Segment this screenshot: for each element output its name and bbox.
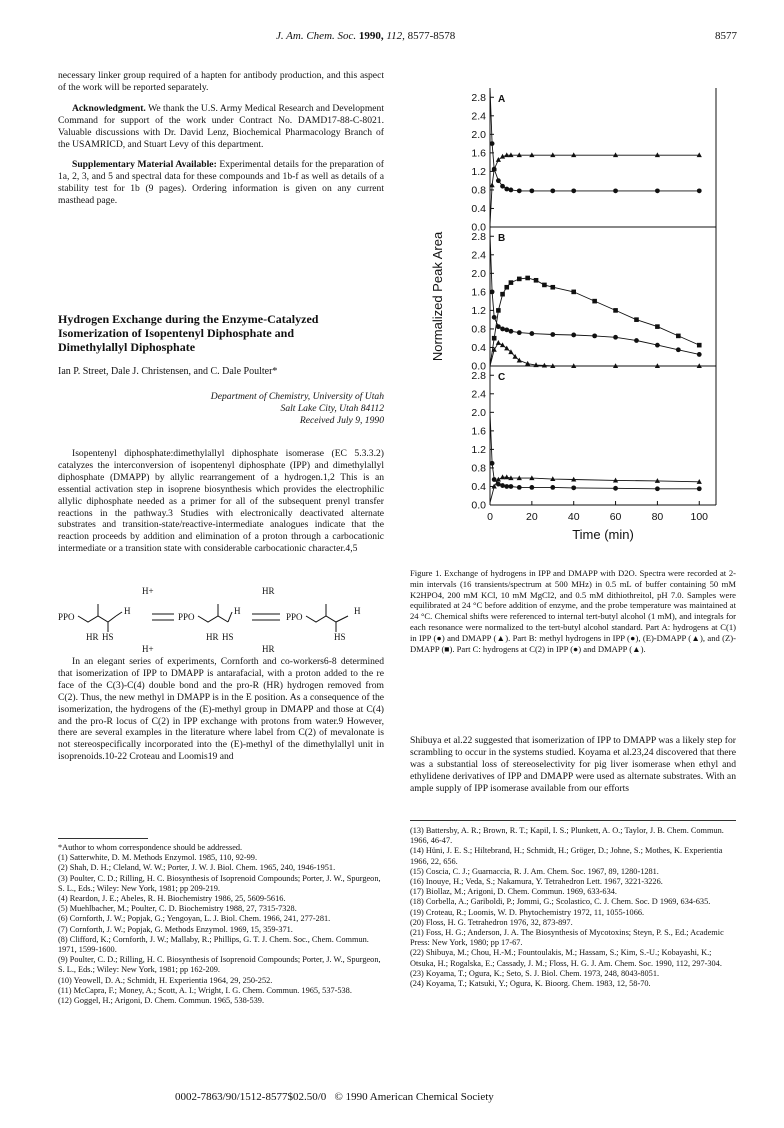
panel-label: B [498, 233, 506, 244]
title-line: Isomerization of Isopentenyl Diphosphate and [58, 326, 295, 340]
data-point-triangle [496, 157, 501, 162]
reference: (10) Yeowell, D. A.; Schmidt, H. Experientia 1964, 29, 250-252. [58, 975, 273, 985]
reference: (23) Koyama, T.; Ogura, K.; Seto, S. J. Biol. Chem. 1973, 248, 8043-8051. [410, 968, 660, 978]
data-point-circle [655, 486, 660, 491]
y-tick-label: 1.2 [471, 443, 486, 456]
data-point-square [571, 290, 576, 295]
supp-heading: Supplementary Material Available: [72, 159, 217, 171]
y-tick-label: 0.8 [471, 184, 486, 197]
data-point-circle [697, 486, 702, 491]
reference: (11) McCapra, F.; Money, A.; Scott, A. I.; Wright, I. G. Chem. Commun. 1965, 537-538. [58, 985, 352, 995]
page-footer [175, 1091, 494, 1103]
article-title [58, 312, 384, 354]
data-point-circle [697, 352, 702, 357]
paragraph-1: Isopentenyl diphosphate:dimethylallyl diphosphate isomerase (EC 5.3.3.2) catalyzes the interconversion of isopentenyl diphosphate (IPP) and dimethylallyl diphosphate (DMAPP) by allylic rearrangement of a hydrogen.1,2 This is an essential activation step in isoprene biosynthesis which provides the electrophilic allylic diphosphate needed as a primer for all of the subsequent prenyl transfer reactions in the pathway.3 Studies with electronically deactivated alternate substrates and transition-state/reactive-intermediate analogues indicate that the reaction proceeds by addition and elimination of a proton through a carbocationic intermediate or a transition state with considerable carbocationic character.4,5 [58, 448, 384, 555]
supp-body: Experimental details for the preparation of 1a, 2, 3, and 5 and spectral data for these compounds and 1b-f as well as details of a stability test for 1b (9 pages). Ordering information is given on any current masthead page. [58, 159, 384, 207]
received-date: Received July 9, 1990 [299, 415, 384, 426]
page-number: 8577 [715, 30, 737, 42]
data-point-circle [509, 484, 514, 489]
data-point-square [500, 292, 505, 297]
title-line: Hydrogen Exchange during the Enzyme-Catalyzed [58, 312, 319, 326]
reference: (16) Inouye, H.; Veda, S.; Nakamura, Y. Tetrahedron Lett. 1967, 3221-3226. [410, 877, 663, 887]
data-point-square [517, 277, 522, 282]
y-tick-label: 1.2 [471, 165, 486, 178]
reference: (17) Biollaz, M.; Arigoni, D. Chem. Commun. 1969, 633-634. [410, 887, 617, 897]
data-point-circle [676, 347, 681, 352]
data-point-circle [529, 485, 534, 490]
scheme-hr-2: HR [206, 632, 219, 642]
journal-name: J. Am. Chem. Soc. [276, 30, 357, 42]
y-tick-label: 2.8 [471, 91, 486, 104]
panel-label: A [498, 94, 506, 105]
data-point-square [509, 280, 514, 285]
data-point-circle [504, 484, 509, 489]
data-point-circle [490, 461, 495, 466]
intermediate-bond [228, 612, 232, 622]
data-point-circle [496, 178, 501, 183]
data-point-circle [500, 483, 505, 488]
data-point-circle [490, 141, 495, 146]
data-point-circle [500, 184, 505, 189]
scheme-hs-1: HS [102, 632, 114, 642]
series-line [490, 477, 699, 503]
scheme-hplus-1: H+ [142, 586, 154, 596]
reference: (5) Muehlbacher, M.; Poulter, C. D. Biochemistry 1988, 27, 7315-7328. [58, 904, 297, 914]
reference: (6) Cornforth, J. W.; Popjak, G.; Yengoyan, L. J. Biol. Chem. 1966, 241, 277-281. [58, 914, 331, 924]
scheme-ppo-1: PPO [58, 612, 75, 622]
reference: (15) Coscia, C. J.; Guarnaccia, R. J. Am. Chem. Soc. 1967, 89, 1280-1281. [410, 866, 659, 876]
y-tick-label: 2.0 [471, 267, 486, 280]
data-point-circle [492, 315, 497, 320]
copyright: © 1990 American Chemical Society [334, 1091, 494, 1103]
y-tick-label: 0.8 [471, 323, 486, 336]
intro-paragraph [58, 448, 384, 555]
y-tick-label: 1.6 [471, 286, 486, 299]
article-code: 0002-7863/90/1512-8577$02.50/0 [175, 1091, 327, 1103]
journal-year: 1990, [358, 30, 384, 42]
data-point-circle [509, 188, 514, 193]
scheme-hs-2: HS [222, 632, 234, 642]
data-point-square [634, 317, 639, 322]
right-body [410, 735, 736, 795]
reference: (13) Battersby, A. R.; Brown, R. T.; Kapil, I. S.; Plunkett, A. O.; Taylor, J. B. Chem. Commun. 1966, 46-47. [410, 826, 724, 846]
y-tick-label: 0.8 [471, 462, 486, 475]
second-paragraph [58, 656, 384, 763]
reference: (4) Reardon, J. E.; Abeles, R. H. Biochemistry 1986, 25, 5609-5616. [58, 894, 286, 904]
reference: (24) Koyama, T.; Katsuki, Y.; Ogura, K. Bioorg. Chem. 1983, 12, 58-70. [410, 979, 651, 989]
data-point-circle [517, 188, 522, 193]
data-point-triangle [504, 346, 509, 351]
y-tick-label: 2.4 [471, 110, 486, 123]
figure-caption: Figure 1. Exchange of hydrogens in IPP and DMAPP with D2O. Spectra were recorded at 2-min intervals (16 transients/spectrum at 500 MHz) in 0.5 mL of buffer containing 50 mM K2HPO4, 200 mM KCl, 10 mM MgCl2, and 0.5 mM dithiothreitol, pH 7.0. Samples were equilibrated at 24 °C before addition of enzyme, and the probe temperature was maintained at 24 °C. Chemical shifts were referenced to internal tert-butyl alcohol (1 mM), and integrals for each resonance were normalized to the tert-butyl alcohol standard. Part A: hydrogens at C(1) in IPP (●) and DMAPP (▲). Part B: methyl hydrogens in IPP (●), (E)-DMAPP (▲), and (Z)-DMAPP (■). Part C: hydrogens at C(2) in IPP (●) and DMAPP (▲). [410, 568, 736, 654]
y-tick-label: 0.0 [471, 499, 486, 512]
data-point-circle [613, 335, 618, 340]
paragraph-3: Shibuya et al.22 suggested that isomerization of IPP to DMAPP was a likely step for scrambling to occur in the systems studied. Koyama et al.23,24 discovered that there was a substantial loss of stereoselectivity for pig liver isomerase when ethyl and ethylidene derivatives of IPP and DMAPP were used as alternate substrates. With an ample supply of IPP isomerase available from our efforts [410, 735, 736, 794]
reaction-scheme [58, 582, 384, 656]
data-point-square [492, 336, 497, 341]
paragraph-2: In an elegant series of experiments, Cornforth and co-workers6-8 determined that isomerization of IPP to DMAPP is antarafacial, with a proton added to the re face of the C(3)-C(4) double bond and the pro-R (HR) hydrogen removed from C(2). Thus, the new methyl in DMAPP is in the E position. As a consequence of the isomerization, the hydrogens of the (E)-methyl group in DMAPP and those at C(4) and the pro-R locus of C(2) in IPP exchange with protons from water.9 However, there are several examples in the literature where label from C(2) of mevalonate is not stereospecifically incorporated into the (E)-methyl of the dimethylallyl unit in isoprenoids.10-22 Croteau and Loomis19 and [58, 656, 384, 763]
running-header [276, 30, 455, 42]
scheme-hr-3: HR [262, 586, 275, 596]
data-point-circle [571, 333, 576, 338]
data-point-square [592, 299, 597, 304]
data-point-circle [655, 343, 660, 348]
data-point-square [525, 276, 530, 281]
data-point-circle [509, 329, 514, 334]
panel-label: C [498, 372, 506, 383]
previous-article-tail: necessary linker group required of a hapten for antibody production, and this aspect of the work will be reported separately. [58, 70, 384, 93]
title-line: Dimethylallyl Diphosphate [58, 340, 196, 354]
series-line [490, 343, 699, 366]
reference: (3) Poulter, C. D.; Rilling, H. C. Biosynthesis of Isoprenoid Compounds; Porter, J. W., Spurgeon, S. L., Eds.; Wiley: New York, 1981; pp 209-219. [58, 873, 381, 893]
ack-heading: Acknowledgment. [72, 102, 146, 114]
y-tick-label: 2.0 [471, 406, 486, 419]
reference: (14) Hüni, J. E. S.; Hiltebrand, H.; Schmidt, H.; Gröger, D.; Johne, S.; Mothes, K. Experientia 1966, 22, 656. [410, 846, 723, 866]
data-point-square [655, 324, 660, 329]
data-point-circle [634, 338, 639, 343]
footnote-rule [58, 838, 148, 839]
x-tick-label: 0 [487, 511, 493, 523]
data-point-square [613, 308, 618, 313]
y-tick-label: 0.0 [471, 360, 486, 373]
y-tick-label: 2.8 [471, 230, 486, 243]
reference: (9) Poulter, C. D.; Rilling, H. C. Biosynthesis of Isoprenoid Compounds; Porter, J. W., Spurgeon, S. L., Eds.; Wiley: New York, 1981; pp 162-209. [58, 955, 381, 975]
data-point-circle [571, 485, 576, 490]
y-tick-label: 2.4 [471, 388, 486, 401]
reference: (7) Cornforth, J. W.; Popjak, G. Methods Enzymol. 1969, 15, 359-371. [58, 924, 293, 934]
ack-body: We thank the U.S. Army Medical Research and Development Command for support of the work under Contract No. DAMD17-88-C-8021. Valuable discussions with Dr. David Lenz, Biochemical Pharmacology Branch of the USAMRICD, and Stuart Levy of this department. [58, 102, 384, 150]
footnotes-left [58, 843, 384, 1006]
y-tick-label: 1.6 [471, 147, 486, 160]
journal-pages: 8577-8578 [407, 30, 456, 42]
x-tick-label: 60 [609, 511, 622, 523]
data-point-square [534, 278, 539, 283]
footnote-rule-right [410, 820, 736, 821]
y-tick-label: 0.4 [471, 341, 486, 354]
scheme-hs-3: HS [334, 632, 346, 642]
y-tick-label: 2.8 [471, 369, 486, 382]
data-point-square [496, 308, 501, 313]
intermediate-skeleton [198, 616, 228, 622]
data-point-square [676, 334, 681, 339]
y-tick-label: 0.4 [471, 202, 486, 215]
reference: (20) Floss, H. G. Tetrahedron 1976, 32, 873-897. [410, 917, 573, 927]
journal-volume: 112, [386, 30, 405, 42]
data-point-circle [550, 485, 555, 490]
reference: (1) Satterwhite, D. M. Methods Enzymol. 1985, 110, 92-99. [58, 853, 258, 863]
y-tick-label: 0.0 [471, 221, 486, 234]
data-point-triangle [496, 340, 501, 345]
figure-1-chart [412, 80, 732, 564]
scheme-hr-4: HR [262, 644, 275, 654]
reference: (8) Clifford, K.; Cornforth, J. W.; Mallaby, R.; Phillips, G. T. J. Chem. Soc., Chem. Commun. 1971, 1599-1600. [58, 934, 369, 955]
y-tick-label: 2.0 [471, 128, 486, 141]
acknowledgment [58, 103, 384, 151]
affiliation [58, 391, 384, 427]
data-point-square [550, 285, 555, 290]
data-point-circle [517, 330, 522, 335]
series-line [490, 278, 699, 366]
data-point-square [697, 343, 702, 348]
series-line [490, 412, 699, 489]
y-tick-label: 2.4 [471, 249, 486, 262]
affiliation-city: Salt Lake City, Utah 84112 [280, 403, 384, 414]
ipp-bond [116, 612, 122, 616]
data-point-circle [550, 188, 555, 193]
data-point-circle [517, 485, 522, 490]
y-tick-label: 1.2 [471, 304, 486, 317]
x-tick-label: 100 [690, 511, 709, 523]
footnotes-right [410, 826, 736, 989]
reference: (12) Goggel, H.; Arigoni, D. Chem. Commun. 1965, 538-539. [58, 996, 265, 1006]
data-point-circle [504, 187, 509, 192]
data-point-circle [550, 332, 555, 337]
data-point-circle [500, 327, 505, 332]
data-point-circle [490, 289, 495, 294]
y-axis-label: Normalized Peak Area [430, 231, 445, 362]
reference: (19) Croteau, R.; Loomis, W. D. Phytochemistry 1972, 11, 1055-1066. [410, 907, 645, 917]
data-point-square [542, 283, 547, 288]
reference: (22) Shibuya, M.; Chou, H.-M.; Fountoulakis, M.; Hassam, S.; Kim, S.-U.; Kobayashi, K.; Otsuka, H.; Rogalska, E.; Cassady, J. M.; Floss, H. G. J. Am. Chem. Soc. 1990, 112, 297-304. [410, 948, 722, 968]
left-column [58, 70, 384, 207]
scheme-h: H [234, 606, 241, 616]
scheme-ppo-3: PPO [286, 612, 303, 622]
data-point-square [504, 285, 509, 290]
scheme-h: H [354, 606, 361, 616]
data-point-circle [529, 188, 534, 193]
affiliation-department: Department of Chemistry, University of Utah [210, 391, 384, 402]
data-point-circle [655, 188, 660, 193]
x-tick-label: 80 [651, 511, 664, 523]
scheme-hr-1: HR [86, 632, 99, 642]
x-tick-label: 40 [567, 511, 580, 523]
scheme-hplus-2: H+ [142, 644, 154, 654]
ipp-skeleton [78, 616, 116, 622]
data-point-circle [613, 486, 618, 491]
y-tick-label: 1.6 [471, 425, 486, 438]
reference: (21) Foss, H. G.; Anderson, J. A. The Biosynthesis of Mycotoxins; Steyn, P. S., Ed.; Academic Press: New York, 1980; pp 17-67. [410, 928, 724, 948]
footnote: *Author to whom correspondence should be addressed. [58, 843, 243, 852]
y-tick-label: 0.4 [471, 480, 486, 493]
author-list: Ian P. Street, Dale J. Christensen, and C. Dale Poulter* [58, 366, 278, 377]
dmapp-skeleton [306, 616, 348, 622]
reference: (2) Shah, D. H.; Cleland, W. W.; Porter, J. W. J. Biol. Chem. 1965, 240, 1946-1951. [58, 863, 336, 873]
data-point-circle [529, 331, 534, 336]
data-point-circle [697, 188, 702, 193]
data-point-circle [592, 333, 597, 338]
scheme-ppo-2: PPO [178, 612, 195, 622]
x-tick-label: 20 [526, 511, 538, 523]
data-point-circle [504, 327, 509, 332]
data-point-circle [571, 188, 576, 193]
data-point-circle [496, 324, 501, 329]
reference: (18) Corbella, A.; Gariboldi, P.; Jommi, G.; Scolastico, C. J. Chem. Soc. D 1969, 634-635. [410, 897, 711, 907]
data-point-circle [492, 477, 497, 482]
data-point-circle [613, 188, 618, 193]
scheme-h: H [124, 606, 131, 616]
supplementary-material [58, 159, 384, 207]
x-axis-label: Time (min) [572, 527, 634, 542]
series-line [490, 88, 699, 191]
